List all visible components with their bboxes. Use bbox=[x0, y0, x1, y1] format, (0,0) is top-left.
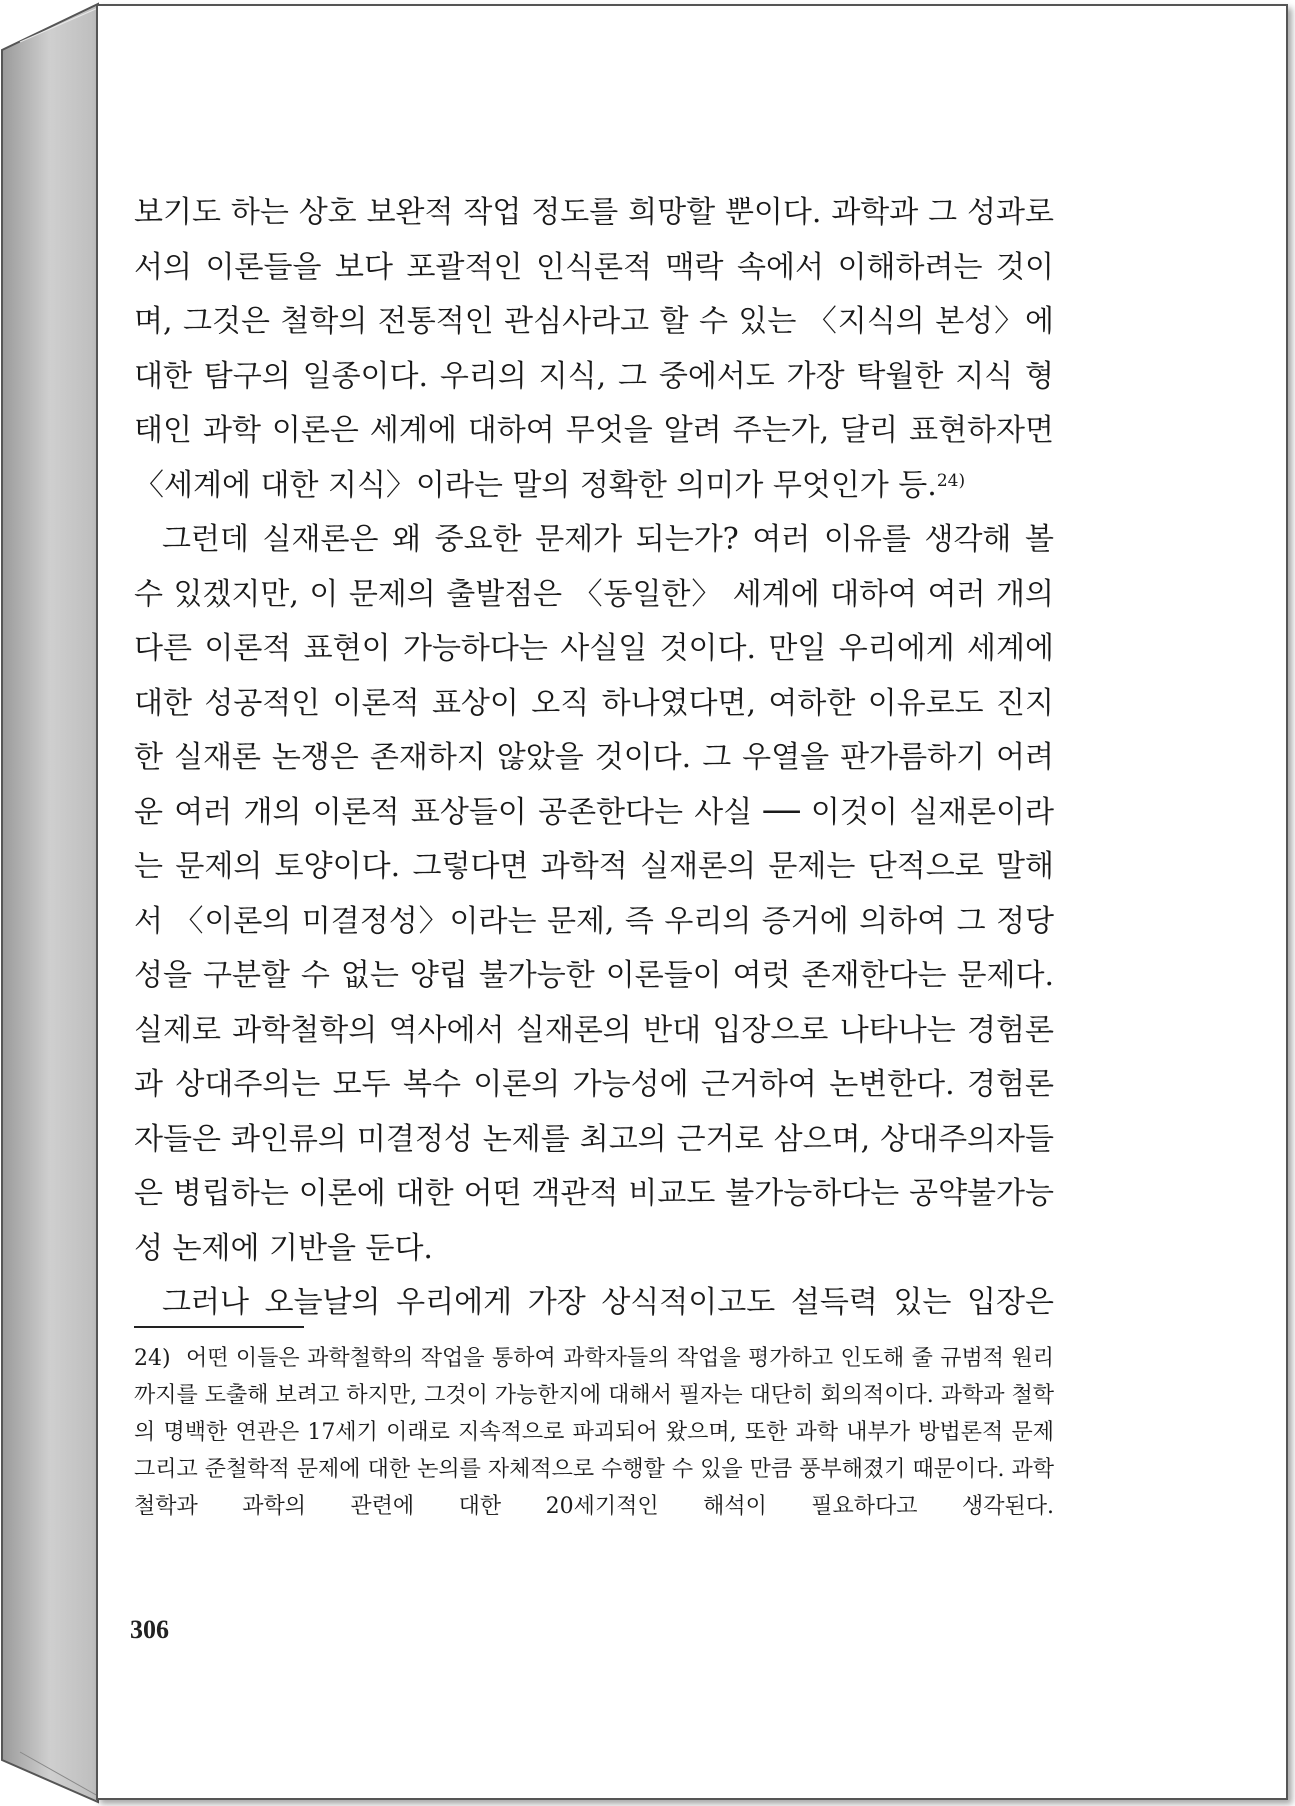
paragraph-3: 그러나 오늘날의 우리에게 가장 상식적이고도 설득력 있는 입장은 bbox=[162, 1285, 1054, 1320]
footnote-divider bbox=[134, 1326, 304, 1328]
page-number: 306 bbox=[130, 1615, 169, 1644]
paragraph-1 bbox=[134, 186, 1054, 513]
footnote-mark: 24) bbox=[134, 1346, 171, 1371]
footnote-24 bbox=[134, 1340, 1054, 1525]
paragraph-2: 그런데 실재론은 왜 중요한 문제가 되는가? 여러 이유를 생각해 볼 수 있겠지만, 이 문제의 출발점은 〈동일한〉 세계에 대하여 여러 개의 다른 이론적 표현이 가능하다는 사실일 것이다. 만일 우리에게 세계에 대한 성공적인 이론적 표상이 오직 하나였다면, 여하한 이유로도 진지한 실재론 논쟁은 존재하지 않았을 것이다. 그 우열을 판가름하기 어려운 여러 개의 이론적 표상들이 공존한다는 사실 ── 이것이 실재론이라는 문제의 토양이다. 그렇다면 과학적 실재론의 문제는 단적으로 말해서 〈이론의 미결정성〉이라는 문제, 즉 우리의 증거에 의하여 그 정당성을 구분할 수 없는 양립 불가능한 이론들이 여럿 존재한다는 문제다. 실제로 과학철학의 역사에서 실재론의 반대 입장으로 나타나는 경험론과 상대주의는 모두 복수 이론의 가능성에 근거하여 논변한다. 경험론자들은 콰인류의 미결정성 논제를 최고의 근거로 삼으며, 상대주의자들은 병립하는 이론에 대한 어떤 객관적 비교도 불가능하다는 공약불가능성 논제에 기반을 둔다. bbox=[134, 522, 1054, 1266]
footnote-reference[interactable]: 24) bbox=[936, 470, 966, 491]
body-text bbox=[134, 186, 1054, 1331]
paragraph-1-text: 보기도 하는 상호 보완적 작업 정도를 희망할 뿐이다. 과학과 그 성과로서의 이론들을 보다 포괄적인 인식론적 맥락 속에서 이해하려는 것이며, 그것은 철학의 전통적인 관심사라고 할 수 있는 〈지식의 본성〉에 대한 탐구의 일종이다. 우리의 지식, 그 중에서도 가장 탁월한 지식 형태인 과학 이론은 세계에 대하여 무엇을 알려 주는가, 달리 표현하자면 〈세계에 대한 지식〉이라는 말의 정확한 의미가 무엇인가 등. bbox=[134, 195, 1054, 503]
footnote-text: 어떤 이들은 과학철학의 작업을 통하여 과학자들의 작업을 평가하고 인도해 줄 규범적 원리까지를 도출해 보려고 하지만, 그것이 가능한지에 대해서 필자는 대단히 회의적이다. 과학과 철학의 명백한 연관은 17세기 이래로 지속적으로 파괴되어 왔으며, 또한 과학 내부가 방법론적 문제 그리고 준철학적 문제에 대한 논의를 자체적으로 수행할 수 있을 만큼 풍부해졌기 때문이다. 과학철학과 과학의 관련에 대한 20세기적인 해석이 필요하다고 생각된다. bbox=[134, 1346, 1054, 1519]
